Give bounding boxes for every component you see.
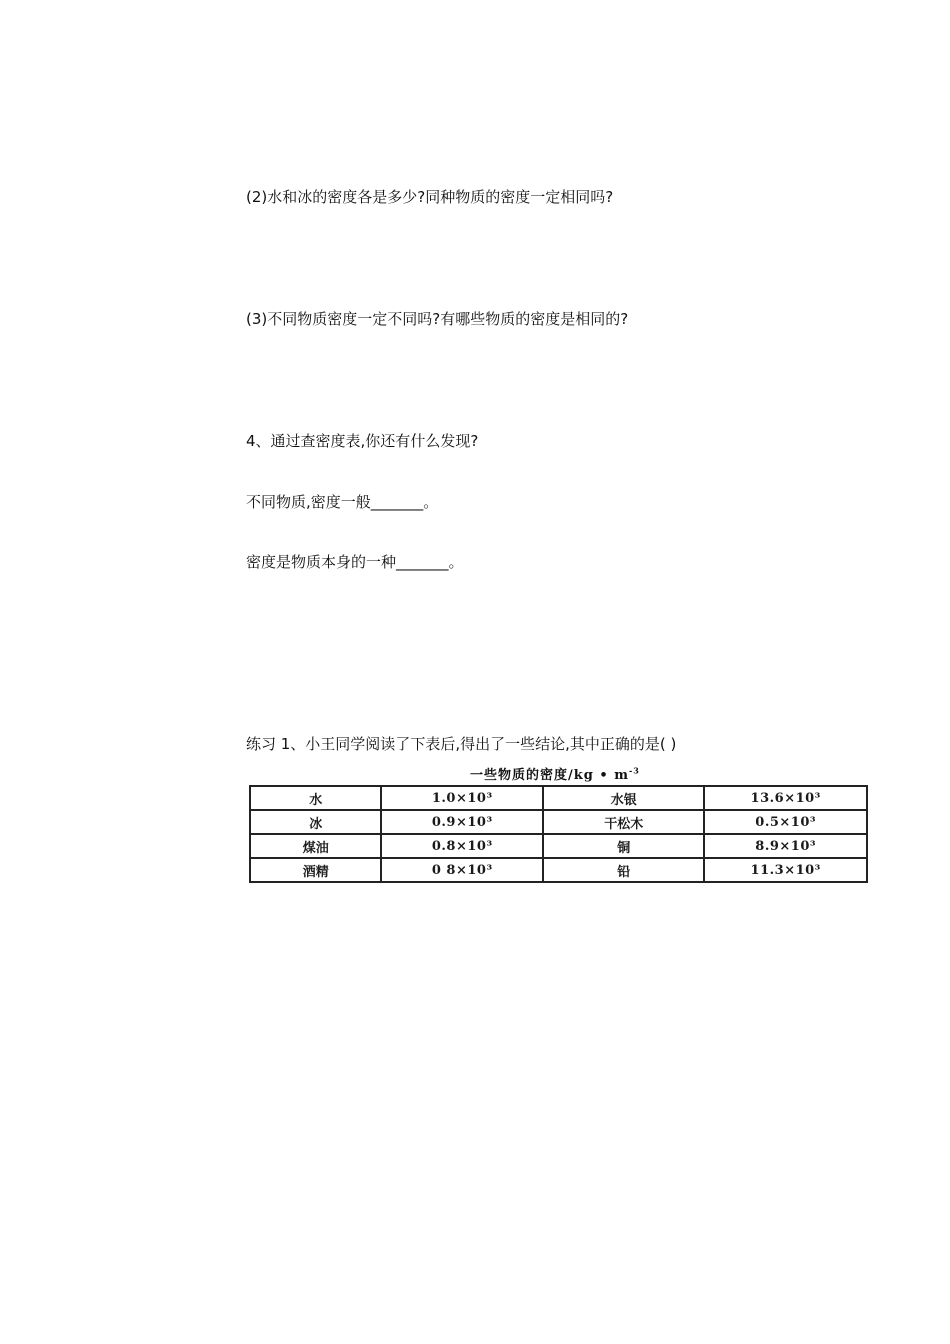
substance-name: 铜 — [543, 834, 704, 858]
density-value: 8.9×10³ — [704, 834, 867, 858]
density-table — [249, 785, 868, 883]
density-value: 0.8×10³ — [381, 834, 543, 858]
density-table-caption-exponent: -3 — [628, 765, 640, 776]
substance-name: 干松木 — [543, 810, 704, 834]
density-value: 0.9×10³ — [381, 810, 543, 834]
density-table-caption — [470, 764, 640, 783]
substance-name: 酒精 — [250, 858, 381, 882]
density-table-caption-text: 一些物质的密度/kg • m — [470, 768, 629, 783]
density-value: 0 8×10³ — [381, 858, 543, 882]
substance-name: 冰 — [250, 810, 381, 834]
density-value: 11.3×10³ — [704, 858, 867, 882]
table-row — [250, 858, 867, 882]
exercise-1-prompt: 练习 1、小王同学阅读了下表后,得出了一些结论,其中正确的是( ) — [246, 735, 677, 753]
table-row — [250, 786, 867, 810]
question-4: 4、通过查密度表,你还有什么发现? — [246, 432, 479, 450]
question-3: (3)不同物质密度一定不同吗?有哪些物质的密度是相同的? — [246, 310, 629, 328]
substance-name: 铅 — [543, 858, 704, 882]
density-value: 1.0×10³ — [381, 786, 543, 810]
substance-name: 水银 — [543, 786, 704, 810]
density-value: 0.5×10³ — [704, 810, 867, 834]
substance-name: 水 — [250, 786, 381, 810]
fill-in-blank-1: 不同物质,密度一般_______。 — [246, 493, 439, 511]
substance-name: 煤油 — [250, 834, 381, 858]
fill-in-blank-2: 密度是物质本身的一种_______。 — [246, 553, 464, 571]
table-row — [250, 810, 867, 834]
density-value: 13.6×10³ — [704, 786, 867, 810]
table-row — [250, 834, 867, 858]
question-2: (2)水和冰的密度各是多少?同种物质的密度一定相同吗? — [246, 188, 614, 206]
